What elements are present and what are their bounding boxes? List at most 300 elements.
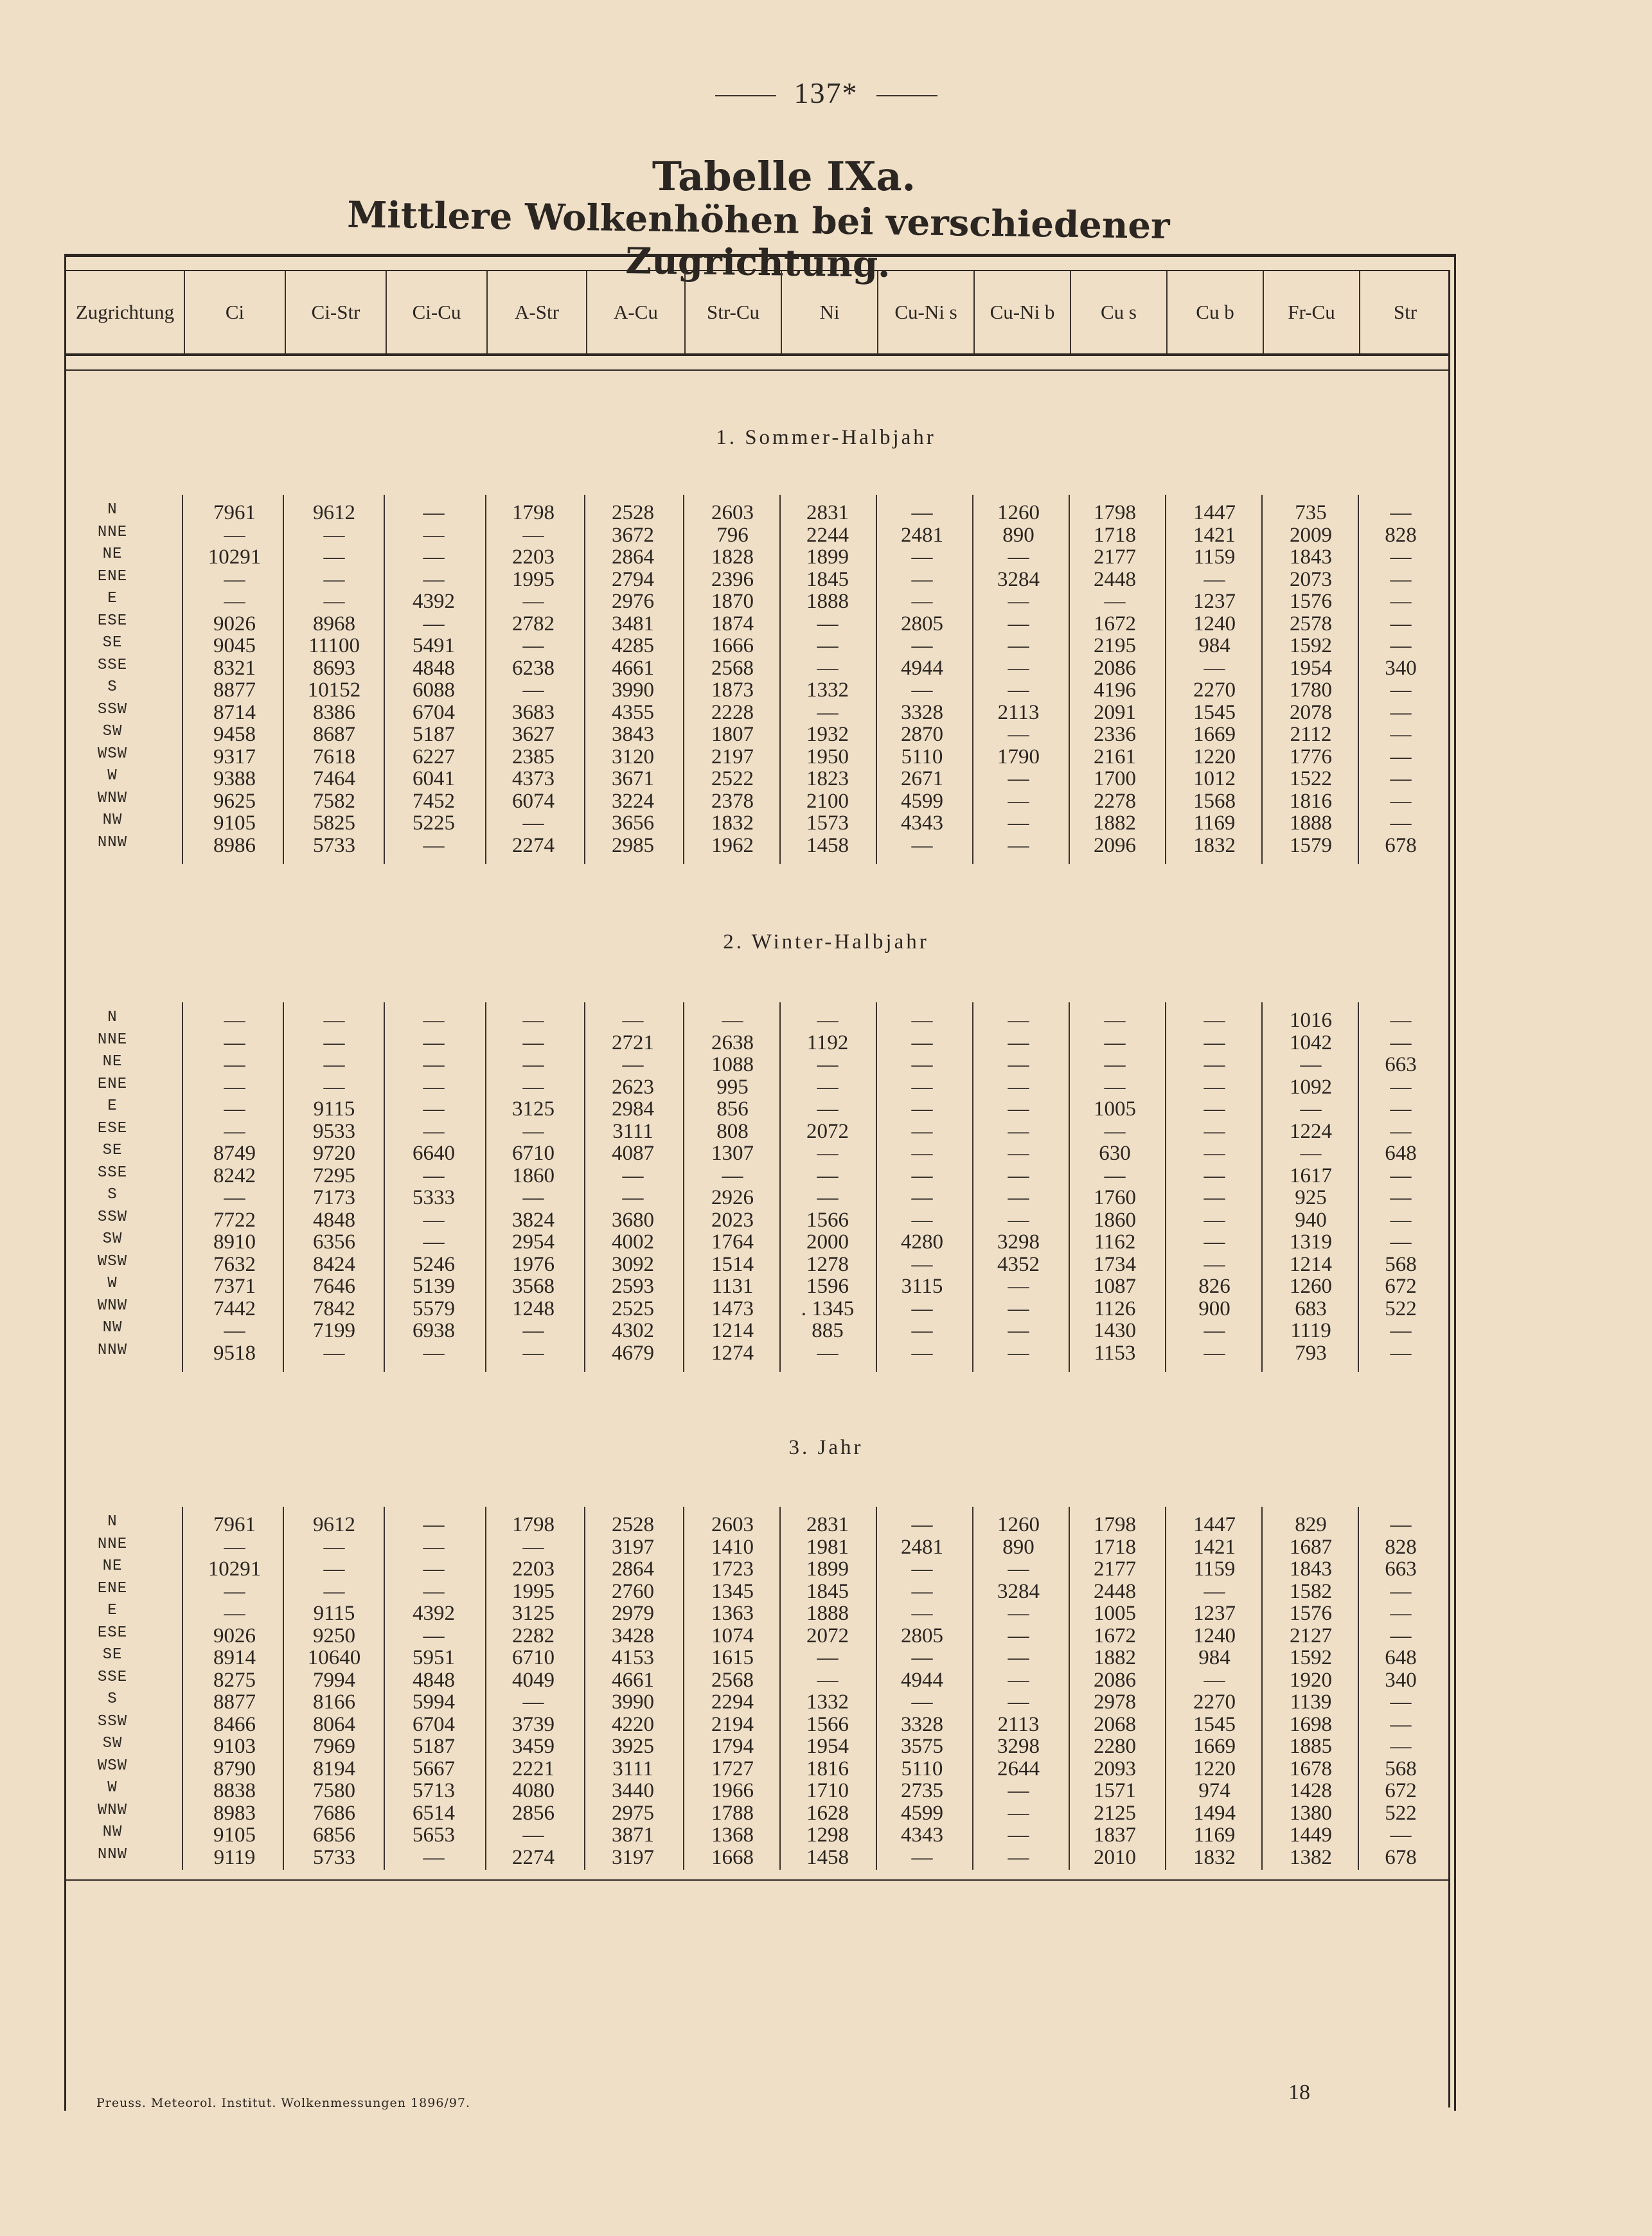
direction-label: SSW xyxy=(97,1712,128,1730)
cell-value: 2010 xyxy=(1094,1845,1136,1869)
cell-value: — xyxy=(1203,1230,1225,1254)
table-row-sommer-e xyxy=(0,590,1652,612)
cell-value: 1139 xyxy=(1290,1690,1332,1714)
cell-value: — xyxy=(323,523,345,547)
cell-value: — xyxy=(911,501,933,524)
cell-value: 2086 xyxy=(1094,656,1136,680)
cell-value: 1807 xyxy=(711,723,754,746)
cell-value: 2385 xyxy=(512,745,555,768)
cell-value: 900 xyxy=(1198,1297,1230,1320)
cell-value: 1843 xyxy=(1290,546,1332,569)
cell-value: 672 xyxy=(1385,1275,1417,1298)
table-subtitle: Mittlere Wolkenhöhen bei verschiedener Zugrichtung. xyxy=(346,193,1171,286)
cell-value: 1220 xyxy=(1193,745,1236,768)
cell-value: 8968 xyxy=(313,612,355,635)
cell-value: 3871 xyxy=(612,1823,654,1847)
cell-value: 3284 xyxy=(997,567,1040,591)
cell-value: — xyxy=(817,1164,839,1187)
cell-value: 2396 xyxy=(711,567,754,591)
cell-value: 2197 xyxy=(711,745,754,768)
cell-value: — xyxy=(1008,612,1029,635)
cell-value: — xyxy=(1203,1208,1225,1232)
cell-value: — xyxy=(423,833,445,857)
cell-value: 7452 xyxy=(413,789,455,813)
cell-value: 8166 xyxy=(313,1690,355,1714)
cell-value: — xyxy=(522,1053,544,1076)
cell-value: 1592 xyxy=(1290,1646,1332,1669)
direction-label: SW xyxy=(102,1230,123,1248)
cell-value: — xyxy=(1203,1579,1225,1603)
cell-value: 1169 xyxy=(1193,812,1236,835)
cell-value: — xyxy=(522,1690,544,1714)
cell-value: — xyxy=(911,634,933,657)
cell-value: — xyxy=(1008,679,1029,702)
header-str-cu: Str-Cu xyxy=(686,271,782,353)
direction-label: WSW xyxy=(97,1757,128,1775)
cell-value: 8910 xyxy=(213,1230,256,1254)
table-row-winter-se xyxy=(0,1142,1652,1164)
header-ci: Ci xyxy=(185,271,286,353)
cell-value: — xyxy=(911,1186,933,1209)
cell-value: 3328 xyxy=(901,1712,943,1736)
cell-value: 4944 xyxy=(901,656,943,680)
direction-label: NNW xyxy=(97,1845,128,1863)
cell-value: 2926 xyxy=(711,1186,754,1209)
cell-value: 1950 xyxy=(806,745,849,768)
cell-value: 9105 xyxy=(213,1823,256,1847)
table-row-jahr-nnw xyxy=(0,1846,1652,1868)
cell-value: 5139 xyxy=(413,1275,455,1298)
cell-value: 9625 xyxy=(213,789,256,813)
cell-value: 9045 xyxy=(213,634,256,657)
cell-value: 1723 xyxy=(711,1557,754,1581)
cell-value: — xyxy=(1203,1341,1225,1365)
direction-label: NW xyxy=(102,1823,123,1841)
cell-value: 10291 xyxy=(208,546,262,569)
cell-value: — xyxy=(911,1319,933,1342)
cell-value: — xyxy=(911,1341,933,1365)
table-row-winter-wsw xyxy=(0,1253,1652,1275)
cell-value: 2528 xyxy=(612,501,654,524)
direction-label: NW xyxy=(102,812,123,829)
table-row-sommer-wnw xyxy=(0,790,1652,812)
cell-value: 2195 xyxy=(1094,634,1136,657)
cell-value: — xyxy=(911,1053,933,1076)
cell-value: 663 xyxy=(1385,1557,1417,1581)
cell-value: 8321 xyxy=(213,656,256,680)
direction-label: ESE xyxy=(97,612,128,630)
cell-value: 1240 xyxy=(1193,1624,1236,1647)
cell-value: — xyxy=(522,1186,544,1209)
table-row-jahr-n xyxy=(0,1513,1652,1535)
direction-label: WSW xyxy=(97,745,128,763)
cell-value: 6938 xyxy=(413,1319,455,1342)
cell-value: — xyxy=(911,1646,933,1669)
cell-value: — xyxy=(1008,1823,1029,1847)
cell-value: 1240 xyxy=(1193,612,1236,635)
table-row-winter-nne xyxy=(0,1031,1652,1053)
cell-value: — xyxy=(1008,1164,1029,1187)
cell-value: — xyxy=(323,1009,345,1032)
cell-value: — xyxy=(522,812,544,835)
cell-value: 2091 xyxy=(1094,700,1136,724)
cell-value: 5333 xyxy=(413,1186,455,1209)
direction-label: WNW xyxy=(97,1297,128,1315)
table-row-jahr-ne xyxy=(0,1557,1652,1579)
cell-value: — xyxy=(1390,1031,1412,1054)
cell-value: 1332 xyxy=(806,679,849,702)
cell-value: — xyxy=(1008,1009,1029,1032)
cell-value: 5951 xyxy=(413,1646,455,1669)
cell-value: 1447 xyxy=(1193,1513,1236,1536)
cell-value: 1421 xyxy=(1193,1535,1236,1559)
cell-value: 2760 xyxy=(612,1579,654,1603)
footer-publication: Preuss. Meteorol. Institut. Wolkenmessungen 1896/97. xyxy=(96,2096,471,2110)
cell-value: — xyxy=(911,1297,933,1320)
cell-value: 2336 xyxy=(1094,723,1136,746)
cell-value: 4679 xyxy=(612,1341,654,1365)
cell-value: — xyxy=(423,1579,445,1603)
cell-value: 2282 xyxy=(512,1624,555,1647)
cell-value: 1169 xyxy=(1193,1823,1236,1847)
direction-label: NNE xyxy=(97,523,128,541)
cell-value: 9119 xyxy=(213,1845,256,1869)
cell-value: — xyxy=(423,546,445,569)
cell-value: — xyxy=(622,1009,644,1032)
cell-value: — xyxy=(423,1230,445,1254)
cell-value: — xyxy=(1390,1341,1412,1365)
cell-value: 3092 xyxy=(612,1252,654,1276)
cell-value: 7618 xyxy=(313,745,355,768)
header-cu-b: Cu b xyxy=(1168,271,1264,353)
cell-value: 5491 xyxy=(413,634,455,657)
cell-value: 1816 xyxy=(1290,789,1332,813)
cell-value: — xyxy=(522,1535,544,1559)
cell-value: 2481 xyxy=(901,1535,943,1559)
cell-value: 630 xyxy=(1099,1142,1131,1165)
cell-value: — xyxy=(911,1075,933,1099)
cell-value: — xyxy=(224,1186,245,1209)
cell-value: 2274 xyxy=(512,833,555,857)
cell-value: 8424 xyxy=(313,1252,355,1276)
cell-value: — xyxy=(423,1075,445,1099)
table-row-jahr-wsw xyxy=(0,1757,1652,1779)
table-row-winter-nnw xyxy=(0,1342,1652,1363)
cell-value: — xyxy=(911,567,933,591)
cell-value: 5713 xyxy=(413,1779,455,1802)
cell-value: 1278 xyxy=(806,1252,849,1276)
cell-value: 8693 xyxy=(313,656,355,680)
cell-value: 1734 xyxy=(1094,1252,1136,1276)
cell-value: 10152 xyxy=(307,679,361,702)
cell-value: 8242 xyxy=(213,1164,256,1187)
cell-value: 856 xyxy=(716,1097,749,1121)
cell-value: 5733 xyxy=(313,833,355,857)
cell-value: 1794 xyxy=(711,1735,754,1758)
table-row-jahr-sw xyxy=(0,1735,1652,1757)
direction-label: NNW xyxy=(97,1341,128,1359)
cell-value: 2831 xyxy=(806,1513,849,1536)
cell-value: — xyxy=(1008,1557,1029,1581)
cell-value: — xyxy=(911,1579,933,1603)
cell-value: 1760 xyxy=(1094,1186,1136,1209)
cell-value: 2985 xyxy=(612,833,654,857)
cell-value: 2072 xyxy=(806,1624,849,1647)
cell-value: 1566 xyxy=(806,1712,849,1736)
cell-value: 7961 xyxy=(213,1513,256,1536)
table-row-jahr-sse xyxy=(0,1669,1652,1690)
cell-value: 6640 xyxy=(413,1142,455,1165)
table-top-rule xyxy=(64,254,1454,257)
header-ci-cu: Ci-Cu xyxy=(387,271,488,353)
cell-value: 6710 xyxy=(512,1646,555,1669)
section-title-winter: 2. Winter-Halbjahr xyxy=(723,930,929,954)
cell-value: 4599 xyxy=(901,789,943,813)
cell-value: — xyxy=(1390,1208,1412,1232)
cell-value: 3990 xyxy=(612,679,654,702)
cell-value: 7442 xyxy=(213,1297,256,1320)
cell-value: — xyxy=(1203,656,1225,680)
header-fr-cu: Fr-Cu xyxy=(1264,271,1360,353)
cell-value: — xyxy=(1008,1319,1029,1342)
cell-value: — xyxy=(423,1208,445,1232)
cell-value: 5994 xyxy=(413,1690,455,1714)
cell-value: 1780 xyxy=(1290,679,1332,702)
cell-value: 1568 xyxy=(1193,789,1236,813)
cell-value: 9720 xyxy=(313,1142,355,1165)
cell-value: — xyxy=(1104,1164,1126,1187)
direction-label: NNE xyxy=(97,1535,128,1553)
cell-value: — xyxy=(1390,1602,1412,1625)
cell-value: — xyxy=(1104,1075,1126,1099)
cell-value: — xyxy=(423,1513,445,1536)
cell-value: 9612 xyxy=(313,1513,355,1536)
cell-value: — xyxy=(1390,1009,1412,1032)
cell-value: — xyxy=(911,1557,933,1581)
direction-label: NE xyxy=(102,1053,123,1070)
cell-value: 2203 xyxy=(512,546,555,569)
cell-value: . 1345 xyxy=(801,1297,855,1320)
cell-value: 8714 xyxy=(213,700,256,724)
direction-label: E xyxy=(107,1097,118,1115)
cell-value: — xyxy=(1390,789,1412,813)
cell-value: 3843 xyxy=(612,723,654,746)
cell-value: 2805 xyxy=(901,612,943,635)
cell-value: — xyxy=(1008,1075,1029,1099)
cell-value: 1700 xyxy=(1094,767,1136,790)
direction-label: WNW xyxy=(97,1801,128,1819)
cell-value: 1882 xyxy=(1094,1646,1136,1669)
cell-value: — xyxy=(722,1009,743,1032)
cell-value: 2522 xyxy=(711,767,754,790)
cell-value: 1214 xyxy=(1290,1252,1332,1276)
cell-value: 1514 xyxy=(711,1252,754,1276)
cell-value: 3298 xyxy=(997,1735,1040,1758)
cell-value: — xyxy=(1390,767,1412,790)
header-str: Str xyxy=(1393,301,1417,323)
cell-value: 1545 xyxy=(1193,1712,1236,1736)
cell-value: — xyxy=(1008,1779,1029,1802)
cell-value: 2194 xyxy=(711,1712,754,1736)
cell-value: — xyxy=(1008,1142,1029,1165)
direction-label: SSE xyxy=(97,656,128,674)
direction-label: SW xyxy=(102,1735,123,1752)
cell-value: 8877 xyxy=(213,1690,256,1714)
cell-value: 1016 xyxy=(1290,1009,1332,1032)
cell-value: — xyxy=(1390,1823,1412,1847)
cell-value: 6710 xyxy=(512,1142,555,1165)
cell-value: 8194 xyxy=(313,1757,355,1780)
cell-value: 3739 xyxy=(512,1712,555,1736)
cell-value: 9458 xyxy=(213,723,256,746)
cell-value: 3671 xyxy=(612,767,654,790)
cell-value: — xyxy=(1390,1075,1412,1099)
cell-value: — xyxy=(1203,1119,1225,1143)
cell-value: 1162 xyxy=(1094,1230,1136,1254)
cell-value: 3298 xyxy=(997,1230,1040,1254)
cell-value: 2096 xyxy=(1094,833,1136,857)
table-row-sommer-nnw xyxy=(0,834,1652,856)
cell-value: 1837 xyxy=(1094,1823,1136,1847)
cell-value: 4280 xyxy=(901,1230,943,1254)
cell-value: — xyxy=(911,1602,933,1625)
cell-value: 1687 xyxy=(1290,1535,1332,1559)
cell-value: 1220 xyxy=(1193,1757,1236,1780)
cell-value: 4285 xyxy=(612,634,654,657)
cell-value: 1888 xyxy=(806,590,849,613)
cell-value: 1832 xyxy=(1193,833,1236,857)
direction-label: ESE xyxy=(97,1119,128,1137)
cell-value: 1458 xyxy=(806,1845,849,1869)
cell-value: 3284 xyxy=(997,1579,1040,1603)
cell-value: 568 xyxy=(1385,1757,1417,1780)
table-title: Tabelle IXa. xyxy=(652,153,916,200)
cell-value: — xyxy=(1203,1164,1225,1187)
cell-value: 793 xyxy=(1295,1341,1327,1365)
cell-value: — xyxy=(817,1075,839,1099)
cell-value: 568 xyxy=(1385,1252,1417,1276)
cell-value: 8275 xyxy=(213,1668,256,1692)
cell-value: 1672 xyxy=(1094,1624,1136,1647)
cell-value: 7199 xyxy=(313,1319,355,1342)
cell-value: 2203 xyxy=(512,1557,555,1581)
cell-value: — xyxy=(1008,1186,1029,1209)
table-row-jahr-wnw xyxy=(0,1802,1652,1823)
cell-value: 5187 xyxy=(413,1735,455,1758)
cell-value: 8466 xyxy=(213,1712,256,1736)
cell-value: 2086 xyxy=(1094,1668,1136,1692)
cell-value: — xyxy=(911,1845,933,1869)
cell-value: — xyxy=(817,1009,839,1032)
cell-value: 9317 xyxy=(213,745,256,768)
cell-value: 2068 xyxy=(1094,1712,1136,1736)
cell-value: — xyxy=(1104,1119,1126,1143)
cell-value: 2975 xyxy=(612,1801,654,1825)
cell-value: 8064 xyxy=(313,1712,355,1736)
cell-value: 1153 xyxy=(1094,1341,1136,1365)
cell-value: 1579 xyxy=(1290,833,1332,857)
cell-value: 890 xyxy=(1002,523,1035,547)
cell-value: — xyxy=(911,833,933,857)
table-row-winter-ssw xyxy=(0,1209,1652,1230)
cell-value: — xyxy=(817,612,839,635)
direction-label: SSE xyxy=(97,1164,128,1182)
cell-value: — xyxy=(1390,590,1412,613)
table-row-winter-s xyxy=(0,1186,1652,1208)
cell-value: 7371 xyxy=(213,1275,256,1298)
cell-value: 1790 xyxy=(997,745,1040,768)
cell-value: 1260 xyxy=(1290,1275,1332,1298)
cell-value: 1298 xyxy=(806,1823,849,1847)
cell-value: — xyxy=(911,1142,933,1165)
cell-value: 1382 xyxy=(1290,1845,1332,1869)
cell-value: 4352 xyxy=(997,1252,1040,1276)
cell-value: 1727 xyxy=(711,1757,754,1780)
cell-value: 3925 xyxy=(612,1735,654,1758)
cell-value: 1962 xyxy=(711,833,754,857)
cell-value: — xyxy=(1390,700,1412,724)
cell-value: 5110 xyxy=(901,745,943,768)
cell-value: — xyxy=(1008,590,1029,613)
table-row-sommer-s xyxy=(0,679,1652,700)
cell-value: 1954 xyxy=(806,1735,849,1758)
cell-value: — xyxy=(1203,1319,1225,1342)
cell-value: 1981 xyxy=(806,1535,849,1559)
cell-value: 8914 xyxy=(213,1646,256,1669)
cell-value: 2093 xyxy=(1094,1757,1136,1780)
cell-value: 1332 xyxy=(806,1690,849,1714)
cell-value: — xyxy=(1008,1341,1029,1365)
table-row-winter-sw xyxy=(0,1230,1652,1252)
cell-value: 2593 xyxy=(612,1275,654,1298)
cell-value: — xyxy=(1390,1690,1412,1714)
cell-value: 1617 xyxy=(1290,1164,1332,1187)
cell-value: 1576 xyxy=(1290,590,1332,613)
cell-value: 5187 xyxy=(413,723,455,746)
cell-value: — xyxy=(1008,723,1029,746)
cell-value: — xyxy=(522,1031,544,1054)
table-row-sommer-n xyxy=(0,501,1652,523)
cell-value: 1119 xyxy=(1290,1319,1331,1342)
cell-value: 9518 xyxy=(213,1341,256,1365)
cell-value: — xyxy=(622,1053,644,1076)
cell-value: 7295 xyxy=(313,1164,355,1187)
cell-value: 3125 xyxy=(512,1602,555,1625)
table-row-jahr-se xyxy=(0,1646,1652,1668)
cell-value: 1571 xyxy=(1094,1779,1136,1802)
cell-value: 808 xyxy=(716,1119,749,1143)
cell-value: 3680 xyxy=(612,1208,654,1232)
cell-value: 1566 xyxy=(806,1208,849,1232)
cell-value: — xyxy=(423,1341,445,1365)
direction-label: N xyxy=(107,501,118,519)
cell-value: 3125 xyxy=(512,1097,555,1121)
cell-value: 3824 xyxy=(512,1208,555,1232)
cell-value: — xyxy=(1008,1297,1029,1320)
cell-value: 4355 xyxy=(612,700,654,724)
cell-value: — xyxy=(1008,1668,1029,1692)
header-cu-ni-b: Cu-Ni b xyxy=(975,271,1071,353)
cell-value: 1698 xyxy=(1290,1712,1332,1736)
cell-value: 2671 xyxy=(901,767,943,790)
cell-value: 7646 xyxy=(313,1275,355,1298)
cell-value: 2378 xyxy=(711,789,754,813)
cell-value: 8986 xyxy=(213,833,256,857)
cell-value: 4343 xyxy=(901,812,943,835)
cell-value: 2870 xyxy=(901,723,943,746)
table-row-sommer-nw xyxy=(0,812,1652,833)
cell-value: 7582 xyxy=(313,789,355,813)
